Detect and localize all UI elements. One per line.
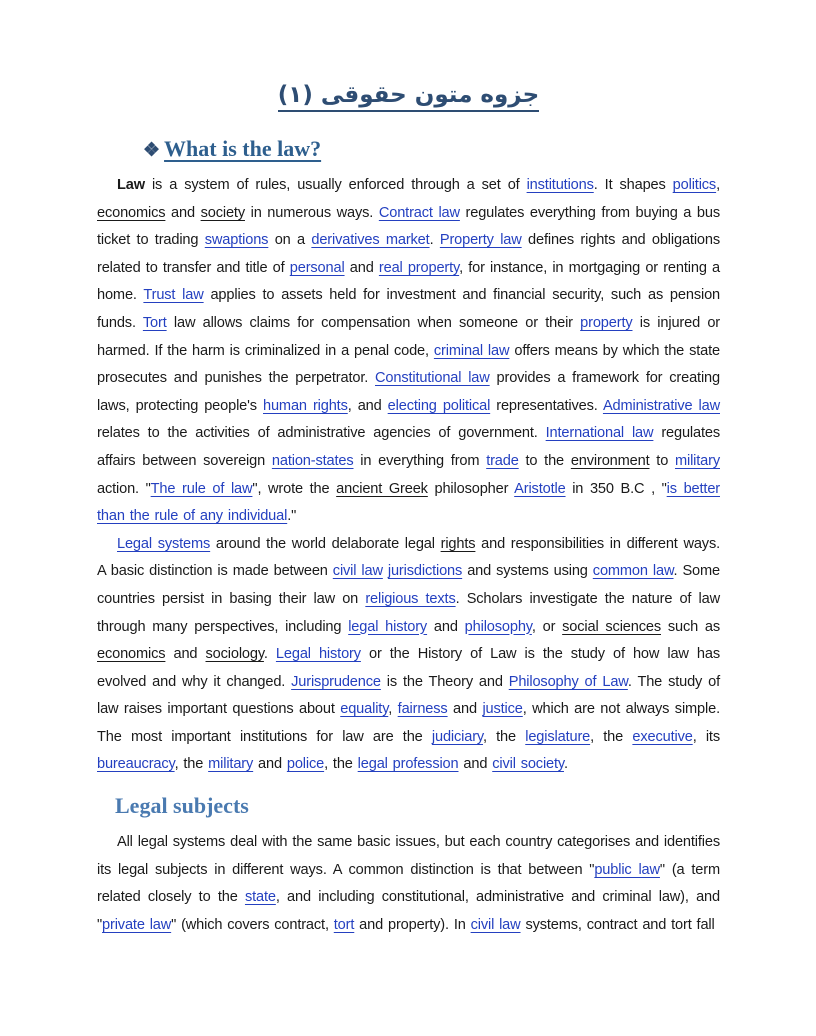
link-equality[interactable]: equality	[340, 701, 389, 718]
link-military[interactable]: military	[674, 452, 720, 469]
link-civil-law[interactable]: civil law	[332, 563, 383, 580]
link-judiciary[interactable]: judiciary	[431, 728, 483, 745]
link-legal-systems[interactable]: Legal systems	[117, 535, 211, 552]
underlined-economics: economics	[97, 204, 166, 221]
link-civil-society[interactable]: civil society	[492, 756, 564, 773]
link-administrative-law[interactable]: Administrative law	[602, 397, 720, 414]
link-civil-law-2[interactable]: civil law	[470, 916, 521, 933]
link-better-than-individual[interactable]: is better than the rule of any individual	[97, 480, 720, 525]
link-private-law[interactable]: private law	[102, 916, 172, 933]
link-legal-history-2[interactable]: Legal history	[275, 646, 361, 663]
link-human-rights[interactable]: human rights	[263, 397, 348, 414]
link-tort[interactable]: Tort	[142, 314, 167, 331]
link-justice[interactable]: justice	[482, 701, 523, 718]
underlined-rights: rights	[440, 535, 476, 552]
link-fairness[interactable]: fairness	[397, 701, 448, 718]
link-international-law[interactable]: International law	[545, 425, 654, 442]
paragraph-legal-subjects: All legal systems deal with the same basic issues, but each country categorises and identifies its legal subjects in different ways. A common distinction is that between "public law" (a term related closely to the state, and including constitutional, administrative and criminal law), and "private law" (which covers contract, tort and property). In civil law systems, contract and tort fall	[97, 834, 720, 933]
link-philosophy-of-law[interactable]: Philosophy of Law	[508, 673, 628, 690]
link-electing-political[interactable]: electing political	[387, 397, 491, 414]
link-criminal-law[interactable]: criminal law	[433, 342, 510, 359]
diamond-bullet-icon: ❖	[143, 140, 161, 161]
underlined-society: society	[200, 204, 245, 221]
link-religious-texts[interactable]: religious texts	[365, 590, 456, 607]
link-legal-profession[interactable]: legal profession	[357, 756, 459, 773]
link-legal-history[interactable]: legal history	[348, 618, 428, 635]
section-heading-legal-subjects: Legal subjects	[115, 793, 249, 819]
link-politics[interactable]: politics	[672, 177, 717, 193]
link-police[interactable]: police	[286, 756, 325, 773]
link-personal[interactable]: personal	[289, 259, 345, 276]
section-heading-what-is-law: ❖ What is the law?	[143, 136, 322, 161]
underlined-sociology: sociology	[205, 646, 264, 663]
link-executive[interactable]: executive	[632, 728, 693, 745]
link-jurisprudence[interactable]: Jurisprudence	[291, 673, 381, 690]
link-aristotle[interactable]: Aristotle	[514, 480, 566, 497]
underlined-social-sciences: social sciences	[562, 618, 661, 635]
link-military-2[interactable]: military	[208, 756, 254, 773]
link-constitutional-law[interactable]: Constitutional law	[375, 370, 490, 387]
link-nation-states[interactable]: nation-states	[271, 452, 354, 469]
link-bureaucracy[interactable]: bureaucracy	[97, 756, 175, 773]
paragraph-law-definition: Law is a system of rules, usually enforced through a set of institutions. It shapes politics, economics and society in numerous ways. Contract law regulates everything from buying a bus ticket to trading swaptions on a derivatives market. Property law defines rights and obligations related to transfer and title of personal and real property, for instance, in mortgaging or renting a home. Trust law applies to assets held for investment and financial security, such as pension funds. Tort law allows claims for compensation when someone or their property is injured or harmed. If the harm is criminalized in a penal code, criminal law offers means by which the state prosecutes and punishes the perpetrator. Constitutional law provides a framework for creating laws, protecting people's human rights, and electing political representatives. Administrative law relates to the activities of administrative agencies of government. International law regulates affairs between sovereign nation-states in everything from trade to the environment to military action. "The rule of law", wrote the ancient Greek philosopher Aristotle in 350 B.C , "is better than the rule of any individual."	[97, 177, 721, 525]
link-institutions[interactable]: institutions	[526, 177, 594, 193]
underlined-environment: environment	[570, 452, 650, 469]
link-property[interactable]: property	[580, 314, 633, 331]
link-trade[interactable]: trade	[486, 452, 519, 469]
link-tort-2[interactable]: tort	[333, 916, 355, 933]
link-common-law[interactable]: common law	[592, 563, 674, 580]
link-public-law[interactable]: public law	[594, 861, 660, 878]
link-philosophy[interactable]: philosophy	[464, 618, 532, 635]
link-real-property[interactable]: real property	[378, 259, 460, 276]
link-jurisdictions[interactable]: jurisdictions	[387, 563, 463, 580]
link-derivatives-market[interactable]: derivatives market	[311, 232, 430, 249]
document-title: جزوه متون حقوقی (۱)	[97, 82, 720, 108]
underlined-ancient-greek: ancient Greek	[336, 480, 428, 497]
paragraph-legal-systems: Legal systems around the world delaborate legal rights and responsibilities in different ways. A basic distinction is made between civil law jurisdictions and systems using common law. Some countries persist in basing their law on religious texts. Scholars investigate the nature of law through many perspectives, including legal history and philosophy, or social sciences such as economics and sociology. Legal history or the History of Law is the study of how law has evolved and why it changed. Jurisprudence is the Theory and Philosophy of Law. The study of law raises important questions about equality, fairness and justice, which are not always simple. The most important institutions for law are the judiciary, the legislature, the executive, its bureaucracy, the military and police, the legal profession and civil society.	[97, 535, 721, 773]
link-legislature[interactable]: legislature	[525, 728, 591, 745]
link-property-law[interactable]: Property law	[439, 232, 522, 249]
link-rule-of-law[interactable]: The rule of law	[150, 480, 253, 497]
link-trust-law[interactable]: Trust law	[143, 287, 204, 304]
underlined-economics-2: economics	[97, 646, 166, 663]
link-state[interactable]: state	[244, 889, 276, 906]
link-swaptions[interactable]: swaptions	[204, 232, 269, 249]
link-contract-law[interactable]: Contract law	[378, 204, 460, 221]
